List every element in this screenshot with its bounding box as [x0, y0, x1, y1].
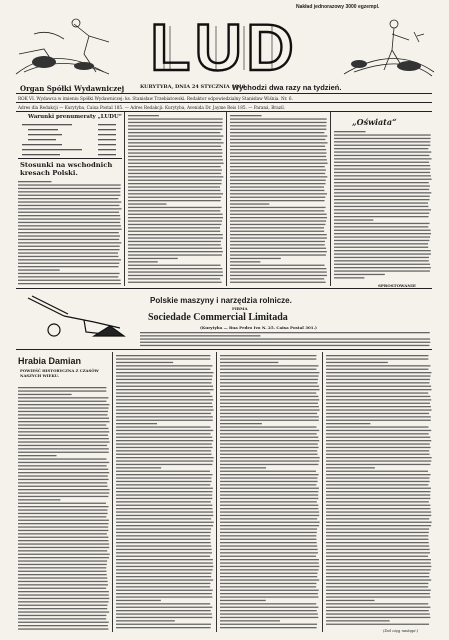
subscription-rates-table [18, 122, 122, 158]
feuilleton-text-column-1 [18, 386, 110, 630]
column-separator [322, 352, 323, 632]
column-separator [124, 112, 125, 286]
divider [16, 349, 432, 350]
ad-firma-label: FIRMA [232, 306, 248, 311]
divider [16, 288, 432, 289]
correction-heading: SPROSTOWANIE [378, 283, 416, 288]
ad-body-text [140, 331, 432, 347]
publication-address: Adres dla Redakcji — Kurytyba, Caixa Postal 185. — Adres Redakcji: Kurytyba, Avenida Dr. Jayme Reis 185. — Paraná, Brazil. [18, 105, 285, 110]
masthead-illustration [14, 14, 435, 78]
divider [18, 158, 122, 159]
article-text-column-2 [128, 114, 224, 286]
feuilleton-text-column-3 [220, 354, 320, 630]
divider [16, 102, 432, 103]
continued-note: (Dal ciąg nastąpi.) [383, 628, 419, 633]
ad-address: (Kurytyba — Rua Pedro Ivo N. 25. Caixa Postal 301.) [200, 325, 317, 330]
feuilleton-text-column-2 [116, 354, 214, 630]
article-text-column-4 [334, 130, 432, 280]
plough-illustration [24, 292, 134, 340]
divider [16, 111, 432, 112]
ad-company-name: Sociedade Commercial Limitada [148, 312, 288, 323]
column-separator [226, 112, 227, 286]
feuilleton-text-column-4 [326, 354, 432, 626]
article-heading-stosunki: Stosunki na wschodnich kresach Polski. [20, 161, 113, 177]
article-heading-oswiata: „Oświata“ [352, 117, 397, 127]
subtitle-organ: Organ Spółki Wydawniczej [20, 84, 125, 93]
feuilleton-title: Hrabia Damian [18, 356, 82, 366]
ad-headline: Polskie maszyny i narzędzia rolnicze. [150, 296, 292, 305]
column-separator [112, 352, 113, 632]
issue-date: KURYTYBA, DNIA 24 STYCZNIA 1918. [140, 84, 248, 90]
article-text-column-1 [18, 180, 122, 286]
divider [16, 93, 432, 94]
feuilleton-subtitle: POWIEŚĆ HISTORYCZNA Z CZASÓW NASZYCH WIEKU. [20, 368, 99, 378]
print-run-notice: Nakład jednorazowy 3000 egzempl. [296, 4, 380, 10]
subtitle-frequency: Wychodzi dwa razy na tydzień. [232, 83, 342, 92]
column-separator [330, 112, 331, 286]
publication-meta: ROK VI. Wydawca w imieniu Spółki Wydawniczej: ks. Stanisław Trzebiatowski. Redaktor odpowiedzialny Stanisław Wiśnia. Nr. 6. [18, 96, 293, 101]
article-text-column-3 [230, 114, 328, 286]
subscription-heading: Warunki prenumeraty „LUDU“ [28, 114, 122, 120]
masthead-title: LUD [150, 14, 298, 78]
column-separator [216, 352, 217, 632]
